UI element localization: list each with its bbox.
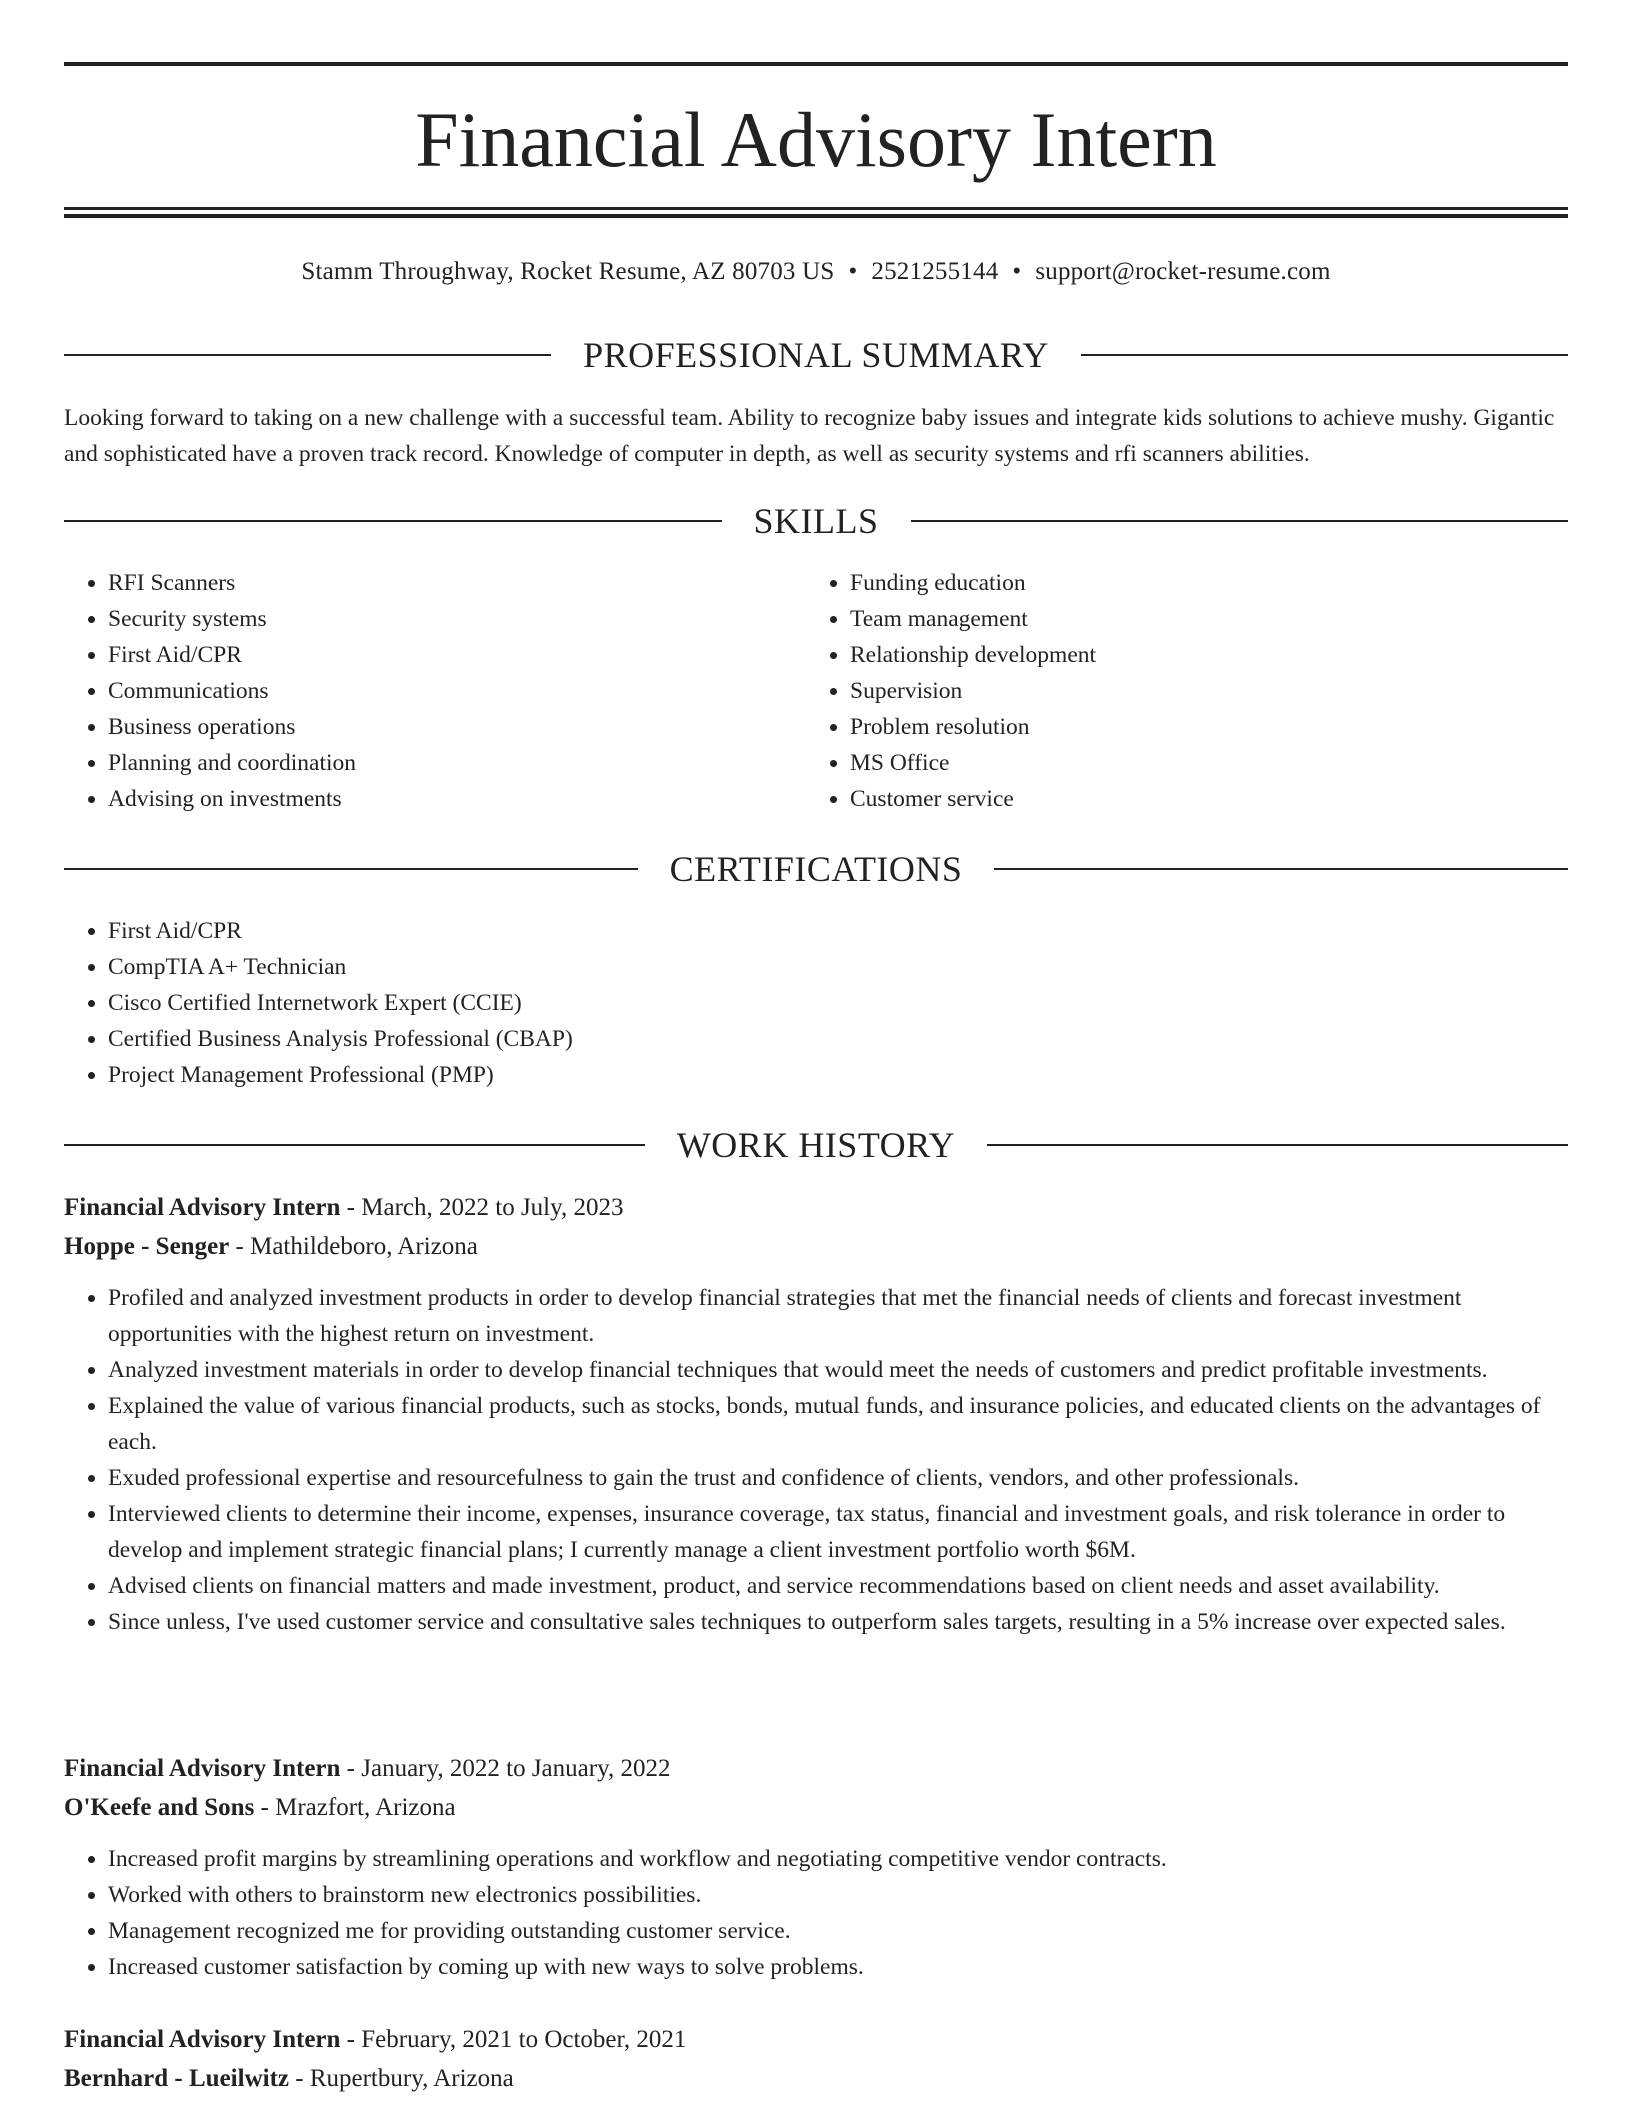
skills-list-right (806, 565, 1550, 817)
list-item: • Management recognized me for providing outstanding customer service. (108, 1913, 1568, 1949)
section-title: PROFESSIONAL SUMMARY (583, 335, 1049, 375)
job-title: Financial Advisory Intern (64, 1194, 341, 1221)
list-item: • Cisco Certified Internetwork Expert (CCIE) (108, 985, 1568, 1021)
list-item: • Worked with others to brainstorm new electronics possibilities. (108, 1877, 1568, 1913)
list-item: • RFI Scanners (108, 565, 808, 601)
heading-rule-left (64, 520, 722, 522)
list-item: • Funding education (850, 565, 1550, 601)
list-item: • First Aid/CPR (108, 913, 1568, 949)
list-item: • Customer service (850, 781, 1550, 817)
list-item: • CompTIA A+ Technician (108, 949, 1568, 985)
list-item: • Planning and coordination (108, 745, 808, 781)
header-rule-1 (64, 207, 1568, 210)
list-item: • Relationship development (850, 637, 1550, 673)
section-heading-work-history (64, 1122, 1568, 1168)
contact-separator: • (848, 258, 858, 285)
job-title: Financial Advisory Intern (64, 2026, 341, 2053)
list-item: • Advised clients on financial matters and made investment, product, and service recommendations based on client needs and asset availability. (108, 1568, 1568, 1604)
list-item: • Advising on investments (108, 781, 808, 817)
list-item: • Exuded professional expertise and resourcefulness to gain the trust and confidence of clients, vendors, and other professionals. (108, 1460, 1568, 1496)
job-company: Hoppe - Senger (64, 1233, 230, 1260)
section-heading-summary (64, 332, 1568, 378)
job-title-row (64, 2020, 1568, 2059)
summary-text: Looking forward to taking on a new challenge with a successful team. Ability to recognize baby issues and integrate kids solutions to achieve mushy. Gigantic and sophisticated have a proven track record. Knowledge of computer in depth, as well as security systems and rfi scanners abilities. (64, 405, 1555, 467)
list-item: • Problem resolution (850, 709, 1550, 745)
job-location: - Mrazfort, Arizona (254, 1794, 456, 1821)
section-title: CERTIFICATIONS (669, 849, 963, 889)
job-title-row (64, 1749, 1568, 1788)
heading-rule-right (987, 1144, 1568, 1146)
section-heading-skills (64, 498, 1568, 544)
job-entry (64, 2020, 1568, 2098)
job-location: - Mathildeboro, Arizona (229, 1233, 478, 1260)
list-item: • Explained the value of various financial products, such as stocks, bonds, mutual funds, and insurance policies, and educated clients on the advantages of each. (108, 1388, 1568, 1460)
contact-address: Stamm Throughway, Rocket Resume, AZ 80703 US (301, 258, 835, 285)
list-item: • Security systems (108, 601, 808, 637)
section-heading-certifications (64, 846, 1568, 892)
list-item: • Profiled and analyzed investment products in order to develop financial strategies that met the financial needs of clients and forecast investment opportunities with the highest return on investment. (108, 1280, 1568, 1352)
list-item: • Increased customer satisfaction by coming up with new ways to solve problems. (108, 1949, 1568, 1985)
section-title: SKILLS (753, 501, 879, 541)
list-item: • Increased profit margins by streamlining operations and workflow and negotiating competitive vendor contracts. (108, 1841, 1568, 1877)
job-entry (64, 1188, 1568, 1640)
job-title-row (64, 1188, 1568, 1227)
job-dates: - January, 2022 to January, 2022 (340, 1755, 671, 1782)
list-item: • MS Office (850, 745, 1550, 781)
list-item: • Business operations (108, 709, 808, 745)
list-item: • Interviewed clients to determine their income, expenses, insurance coverage, tax status, financial and investment goals, and risk tolerance in order to develop and implement strategic financial plans; I currently manage a client investment portfolio worth $6M. (108, 1496, 1568, 1568)
contact-separator: • (1012, 258, 1022, 285)
contact-phone: 2521255144 (871, 258, 999, 285)
header-rule-2 (64, 214, 1568, 218)
header-top-rule (64, 62, 1568, 66)
job-dates: - March, 2022 to July, 2023 (340, 1194, 624, 1221)
job-company-row (64, 2059, 1568, 2098)
contact-email: support@rocket-resume.com (1035, 258, 1331, 285)
heading-rule-right (911, 520, 1569, 522)
job-dates: - February, 2021 to October, 2021 (340, 2026, 687, 2053)
page-title: Financial Advisory Intern (415, 96, 1217, 183)
list-item: • Certified Business Analysis Professional (CBAP) (108, 1021, 1568, 1057)
list-item: • First Aid/CPR (108, 637, 808, 673)
skills-list-left (64, 565, 808, 817)
contact-line (64, 252, 1568, 292)
heading-rule-right (994, 868, 1568, 870)
list-item: • Supervision (850, 673, 1550, 709)
section-title: WORK HISTORY (676, 1125, 956, 1165)
job-location: - Rupertbury, Arizona (289, 2065, 514, 2092)
heading-rule-left (64, 354, 551, 356)
job-entry (64, 1749, 1568, 1985)
list-item: • Analyzed investment materials in order to develop financial techniques that would meet the needs of customers and predict profitable investments. (108, 1352, 1568, 1388)
list-item: • Communications (108, 673, 808, 709)
heading-rule-left (64, 868, 638, 870)
job-company: O'Keefe and Sons (64, 1794, 255, 1821)
certifications-list (64, 913, 1568, 1093)
list-item: • Project Management Professional (PMP) (108, 1057, 1568, 1093)
list-item: • Team management (850, 601, 1550, 637)
job-bullets (64, 1280, 1568, 1640)
heading-rule-left (64, 1144, 645, 1146)
list-item: • Since unless, I've used customer service and consultative sales techniques to outperform sales targets, resulting in a 5% increase over expected sales. (108, 1604, 1568, 1640)
job-company: Bernhard - Lueilwitz (64, 2065, 289, 2092)
job-bullets (64, 1841, 1568, 1985)
job-company-row (64, 1227, 1568, 1266)
heading-rule-right (1081, 354, 1568, 356)
job-company-row (64, 1788, 1568, 1827)
job-title: Financial Advisory Intern (64, 1755, 341, 1782)
